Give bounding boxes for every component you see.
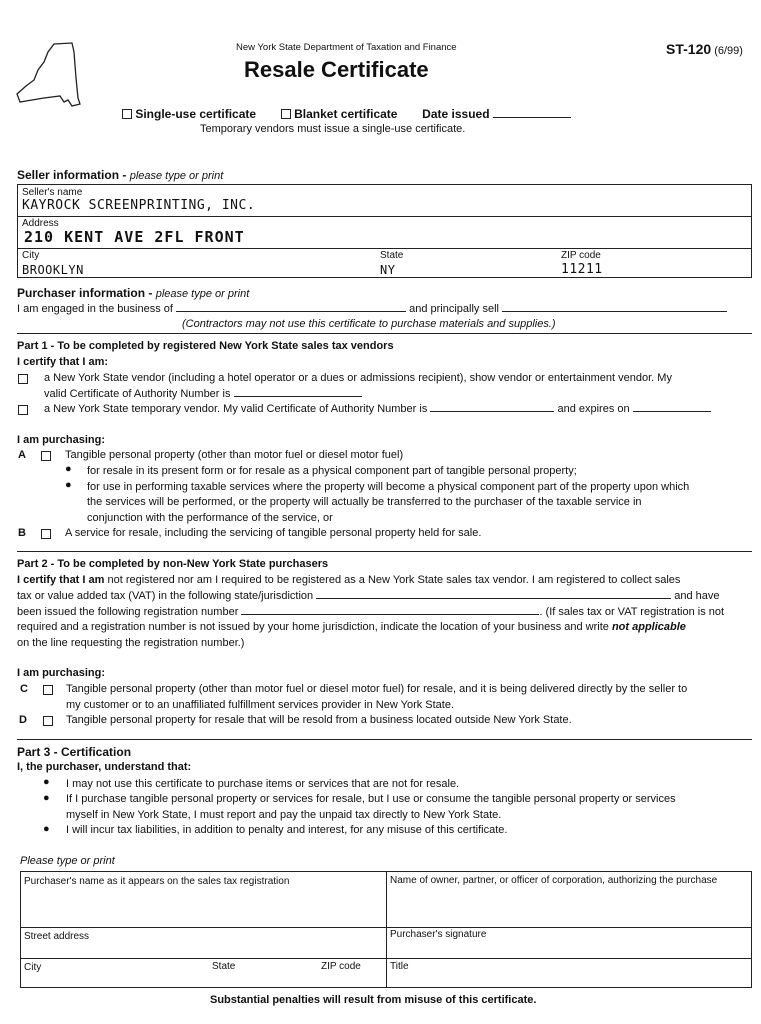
registration-field[interactable]	[241, 605, 539, 615]
please-type-note: Please type or print	[20, 855, 115, 867]
date-issued-label: Date issued	[422, 107, 490, 121]
title-label: Title	[390, 961, 409, 972]
option-a-text: Tangible personal property (other than motor fuel or diesel motor fuel)	[65, 449, 404, 461]
jurisdiction-label: tax or value added tax (VAT) in the following state/jurisdiction	[17, 590, 314, 602]
seller-heading	[17, 168, 223, 182]
not-applicable-row	[17, 620, 686, 636]
purchaser-heading-sub: please type or print	[155, 288, 250, 300]
option-b-letter: B	[18, 527, 26, 539]
part3-heading: Part 3 - Certification	[17, 745, 132, 759]
authority-number-field[interactable]	[234, 387, 362, 397]
registration-number-note: on the line requesting the registration number.)	[17, 637, 245, 649]
nys-vendor-text: a New York State vendor (including a hotel operator or a dues or admissions recipient), show vendor or entertainment vendor. My	[44, 372, 672, 384]
part1-heading: Part 1 - To be completed by registered New York State sales tax vendors	[17, 340, 394, 352]
single-use-label: Single-use certificate	[135, 107, 257, 121]
new-york-state-outline-icon	[14, 40, 84, 108]
expires-label: and expires on	[557, 403, 630, 415]
services-bullet-line2: the services will be performed, or the property will actually be transferred to the purchaser of the taxable service in	[87, 496, 642, 508]
option-d-letter: D	[19, 714, 27, 726]
purchaser-signature-box	[20, 871, 752, 988]
temp-vendor-row	[44, 402, 711, 415]
seller-address-label: Address	[22, 218, 59, 229]
part3-understand: I, the purchaser, understand that:	[17, 761, 192, 773]
signature-label: Purchaser's signature	[390, 929, 487, 940]
part3-bullet3: I will incur tax liabilities, in addition to penalty and interest, for any misuse of this certificate.	[66, 824, 508, 836]
seller-name-value[interactable]: KAYROCK SCREENPRINTING, INC.	[22, 198, 256, 213]
option-b-text: A service for resale, including the servicing of tangible personal property held for sale.	[65, 527, 482, 539]
bullet-icon: ●	[43, 823, 50, 835]
authority-number-row	[44, 387, 362, 400]
business-field[interactable]	[176, 302, 406, 312]
street-address-label: Street address	[24, 931, 90, 942]
date-issued-field[interactable]	[493, 108, 571, 118]
part2-certify-text: not registered nor am I required to be registered as a New York State sales tax vendor. I am registered to collect sales	[107, 574, 681, 586]
owner-name-field[interactable]	[389, 888, 749, 926]
business-row	[17, 302, 727, 315]
not-applicable-bold: not applicable	[611, 621, 686, 633]
part1-purchasing: I am purchasing:	[17, 434, 106, 446]
registration-label: been issued the following registration number	[17, 606, 239, 618]
resale-bullet-text: for resale in its present form or for resale as a physical component part of tangible personal property;	[87, 465, 577, 477]
blanket-label: Blanket certificate	[294, 107, 398, 121]
penalty-warning: Substantial penalties will result from misuse of this certificate.	[210, 994, 537, 1006]
purchaser-name-field[interactable]	[23, 888, 383, 926]
certificate-type-row	[122, 107, 571, 121]
part3-bullet1: I may not use this certificate to purchase items or services that are not for resale.	[66, 778, 460, 790]
seller-zip-label: ZIP code	[561, 250, 601, 261]
option-c-line1: Tangible personal property (other than motor fuel or diesel motor fuel) for resale, and it is being delivered directly by the seller to	[66, 683, 688, 695]
option-a-checkbox[interactable]	[41, 451, 51, 461]
divider	[17, 551, 752, 552]
nys-vendor-checkbox[interactable]	[18, 374, 28, 384]
seller-heading-text: Seller information -	[17, 168, 127, 182]
part1-certify: I certify that I am:	[17, 356, 109, 368]
seller-info-box	[17, 184, 752, 278]
state-label: State	[212, 961, 236, 972]
option-c-checkbox[interactable]	[43, 685, 53, 695]
purchaser-heading-text: Purchaser information -	[17, 286, 153, 300]
business-label: I am engaged in the business of	[17, 303, 173, 315]
authority-number-label: valid Certificate of Authority Number is	[44, 388, 231, 400]
part3-bullet2-line2: myself in New York State, I must report and pay the unpaid tax directly to New York State.	[66, 809, 502, 821]
registration-note: . (If sales tax or VAT registration is not	[539, 606, 725, 618]
jurisdiction-field[interactable]	[316, 589, 671, 599]
part2-certify-row	[17, 573, 680, 589]
purchaser-heading	[17, 286, 249, 300]
seller-city-label: City	[22, 250, 40, 261]
and-have-text: and have	[674, 590, 720, 602]
bullet-icon: ●	[43, 776, 50, 788]
part3-bullet2-line1: If I purchase tangible personal property or services for resale, but I use or consume the tangible personal property or services	[66, 793, 676, 805]
owner-name-label: Name of owner, partner, or officer of corporation, authorizing the purchase	[390, 875, 718, 886]
department-name: New York State Department of Taxation and Finance	[236, 42, 457, 53]
bullet-icon: ●	[65, 479, 72, 491]
bullet-icon: ●	[43, 792, 50, 804]
option-d-text: Tangible personal property for resale that will be resold from a business located outside New York State.	[66, 714, 572, 726]
purchaser-name-label: Purchaser's name as it appears on the sales tax registration	[24, 876, 290, 887]
registration-row	[17, 605, 724, 618]
sell-label: and principally sell	[409, 303, 499, 315]
divider	[17, 739, 752, 740]
not-applicable-text: required and a registration number is not issued by your home jurisdiction, indicate the location of your business and write	[17, 621, 609, 633]
seller-state-label: State	[380, 250, 404, 261]
sell-field[interactable]	[502, 302, 727, 312]
bullet-icon: ●	[65, 463, 72, 475]
temporary-vendor-note: Temporary vendors must issue a single-use certificate.	[200, 123, 466, 135]
city-label: City	[24, 962, 42, 973]
seller-city-value[interactable]: BROOKLYN	[22, 263, 84, 277]
single-use-checkbox[interactable]	[122, 109, 132, 119]
seller-zip-value[interactable]: 11211	[561, 262, 603, 277]
expires-field[interactable]	[633, 402, 711, 412]
seller-heading-sub: please type or print	[129, 170, 224, 182]
zip-code-label: ZIP code	[321, 961, 361, 972]
part2-certify-bold: I certify that I am	[17, 574, 105, 586]
services-bullet-line3: conjunction with the performance of the service, or	[87, 512, 333, 524]
form-title: Resale Certificate	[244, 57, 429, 82]
contractor-note: (Contractors may not use this certificate to purchase materials and supplies.)	[182, 318, 556, 330]
part2-purchasing: I am purchasing:	[17, 667, 106, 679]
option-c-line2: my customer or to an unaffiliated fulfillment services provider in New York State.	[66, 699, 455, 711]
blanket-checkbox[interactable]	[281, 109, 291, 119]
form-id: ST-120	[666, 41, 712, 57]
seller-name-label: Seller's name	[22, 187, 83, 198]
form-id-block	[666, 41, 743, 57]
part2-heading: Part 2 - To be completed by non-New York State purchasers	[17, 558, 329, 570]
option-a-letter: A	[18, 449, 26, 461]
option-b-checkbox[interactable]	[41, 529, 51, 539]
jurisdiction-row	[17, 589, 720, 602]
signature-field[interactable]	[389, 940, 749, 957]
seller-state-value[interactable]: NY	[380, 263, 396, 277]
option-c-letter: C	[20, 683, 28, 695]
divider	[17, 333, 752, 334]
temp-vendor-checkbox[interactable]	[18, 405, 28, 415]
seller-address-value[interactable]: 210 KENT AVE 2FL FRONT	[24, 228, 245, 246]
option-d-checkbox[interactable]	[43, 716, 53, 726]
temp-authority-field[interactable]	[430, 402, 554, 412]
services-bullet-line1: for use in performing taxable services where the property will become a physical component part of the property upon which	[87, 481, 690, 493]
temp-vendor-text: a New York State temporary vendor. My valid Certificate of Authority Number is	[44, 403, 428, 415]
form-date: (6/99)	[714, 45, 743, 57]
